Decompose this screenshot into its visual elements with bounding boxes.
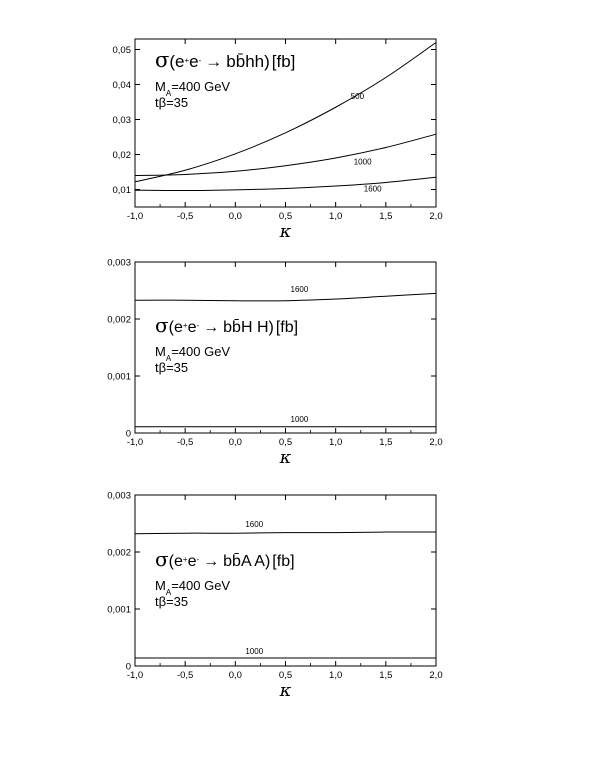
annotation-arrow: → <box>203 319 220 336</box>
x-tick-label: 2,0 <box>429 211 443 222</box>
cross-section-label <box>155 313 298 337</box>
annotation-mass-pre: M <box>155 344 166 359</box>
x-tick-label: 1,0 <box>329 437 343 448</box>
annotation-e: e <box>189 52 199 71</box>
y-tick-label: 0,01 <box>112 185 131 196</box>
annotation-mass-sub: A <box>165 88 172 98</box>
y-tick-label: 0,002 <box>107 547 131 559</box>
x-tick-label: 0,5 <box>278 670 293 681</box>
x-tick-label: -0,5 <box>176 211 194 222</box>
annotation-final-state: bb̄hh) <box>226 52 270 71</box>
series-label-500: 500 <box>350 92 365 102</box>
annotation-sigma: σ <box>155 313 169 337</box>
y-tick-label: 0,02 <box>112 150 131 161</box>
annotation-final-state: bb̄H H) <box>223 319 274 336</box>
annotation-process-pre: (e <box>168 319 183 336</box>
series-label-1000: 1000 <box>353 157 372 167</box>
process-annotation <box>155 48 295 110</box>
y-tick-label: 0,001 <box>107 371 131 383</box>
y-tick-label: 0,05 <box>112 45 131 56</box>
x-tick-label: -1,0 <box>126 670 144 681</box>
chart-panel-2 <box>107 258 442 469</box>
annotation-sup1: + <box>182 320 188 330</box>
annotation-sup1: + <box>184 55 190 65</box>
y-tick-label: 0,002 <box>107 314 131 326</box>
tan-beta-label: tβ=35 <box>155 95 189 110</box>
x-axis-label: κ <box>279 447 292 468</box>
y-tick-label: 0,001 <box>107 604 131 616</box>
annotation-mass-sub: A <box>165 587 172 597</box>
x-tick-label: 1,5 <box>379 211 393 222</box>
cross-section-label <box>155 547 295 571</box>
series-label-1600: 1600 <box>290 285 309 295</box>
annotation-sup2: - <box>196 554 200 564</box>
series-label-1600: 1600 <box>245 519 264 529</box>
x-tick-label: 0,5 <box>278 437 293 448</box>
annotation-process-pre: (e <box>168 553 183 570</box>
y-tick-label: 0,003 <box>107 257 131 269</box>
x-axis-label: κ <box>279 221 292 242</box>
annotation-sup1: + <box>182 554 188 564</box>
series-label-1000: 1000 <box>290 415 309 425</box>
annotation-e: e <box>187 553 197 570</box>
annotation-sup2: - <box>196 320 200 330</box>
y-tick-label: 0 <box>125 661 131 673</box>
x-tick-label: -1,0 <box>126 437 144 448</box>
annotation-mass-pre: M <box>155 79 166 94</box>
annotation-mass-post: =400 GeV <box>171 79 231 94</box>
annotation-e: e <box>187 319 197 336</box>
x-tick-label: 2,0 <box>429 437 443 448</box>
y-tick-label: 0,04 <box>112 80 131 91</box>
x-tick-label: 1,0 <box>329 670 343 681</box>
series-line-1600 <box>135 177 436 190</box>
x-tick-label: 1,0 <box>329 211 343 222</box>
x-tick-label: -0,5 <box>176 670 194 681</box>
annotation-mass-sub: A <box>165 353 172 363</box>
x-tick-label: 0,0 <box>228 437 242 448</box>
x-tick-label: 0,0 <box>228 670 242 681</box>
x-tick-label: 0,5 <box>278 211 293 222</box>
y-tick-label: 0 <box>125 428 131 440</box>
x-tick-label: 2,0 <box>429 670 443 681</box>
chart-panel-3 <box>107 491 442 702</box>
annotation-mass-post: =400 GeV <box>171 344 231 359</box>
x-tick-label: 0,0 <box>228 211 242 222</box>
annotation-process-pre: (e <box>169 52 185 71</box>
y-tick-label: 0,003 <box>107 490 131 502</box>
annotation-mass-pre: M <box>155 578 166 593</box>
annotation-arrow: → <box>205 52 223 71</box>
x-tick-label: -1,0 <box>126 211 144 222</box>
annotation-final-state: bb̄A A) <box>223 553 271 570</box>
annotation-unit: [fb] <box>271 52 296 71</box>
x-tick-label: 1,5 <box>379 670 393 681</box>
annotation-sigma: σ <box>155 48 170 72</box>
series-line-1600 <box>135 532 436 534</box>
annotation-unit: [fb] <box>275 319 299 336</box>
x-tick-label: -0,5 <box>176 437 194 448</box>
process-annotation <box>155 313 298 375</box>
annotation-sup2: - <box>198 55 202 65</box>
y-tick-label: 0,03 <box>112 115 131 126</box>
series-label-1600: 1600 <box>363 184 382 194</box>
series-label-1000: 1000 <box>245 647 264 657</box>
annotation-sigma: σ <box>155 547 169 571</box>
annotation-mass-post: =400 GeV <box>171 578 231 593</box>
cross-section-label <box>155 48 295 72</box>
process-annotation <box>155 547 295 609</box>
chart-panel-1 <box>113 39 443 242</box>
series-line-1600 <box>135 293 436 301</box>
annotation-unit: [fb] <box>272 553 295 570</box>
annotation-arrow: → <box>203 553 220 570</box>
x-tick-label: 1,5 <box>379 437 393 448</box>
tan-beta-label: tβ=35 <box>155 594 189 609</box>
tan-beta-label: tβ=35 <box>155 360 189 375</box>
x-axis-label: κ <box>279 680 292 701</box>
series-line-1000 <box>135 134 436 175</box>
